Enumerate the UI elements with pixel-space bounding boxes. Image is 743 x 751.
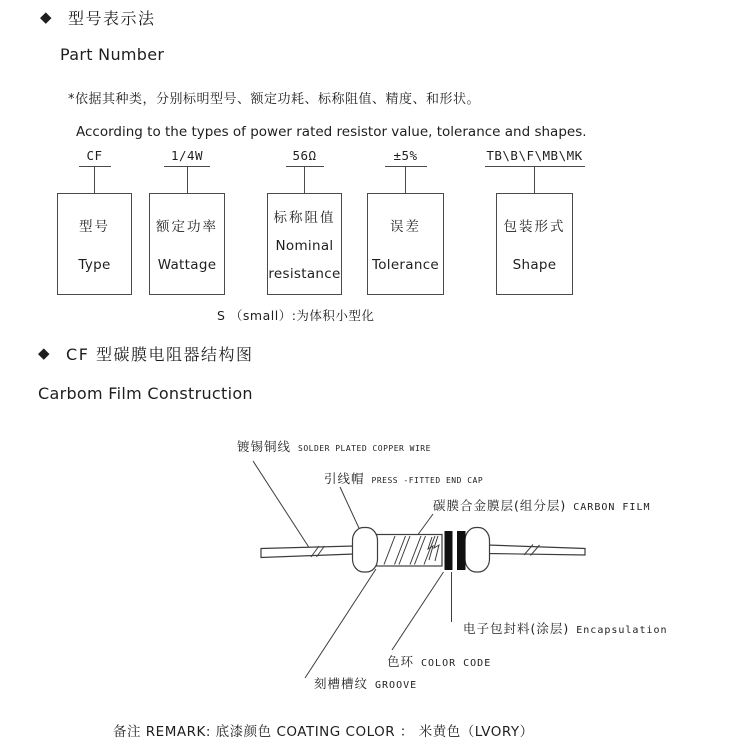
label-end-cap-en: PRESS -FITTED END CAP (371, 476, 484, 485)
pn-box-resistance (267, 193, 342, 295)
section2-title (38, 342, 254, 365)
leader-color-code (392, 572, 444, 650)
left-end-cap (353, 528, 378, 573)
pn-connector-line (304, 167, 305, 193)
label-carbon-film-en: CARBON FILM (573, 502, 651, 513)
small-size-note: S （small）:为体积小型化 (217, 308, 375, 323)
pn-connector-line (94, 167, 95, 193)
pn-code-wattage: 1/4W (164, 147, 210, 167)
label-encapsulation-en: Encapsulation (576, 625, 668, 636)
section1-title-zh: 型号表示法 (68, 9, 156, 28)
label-groove (314, 673, 417, 692)
pn-box-tolerance-en: Tolerance (371, 256, 440, 273)
pn-code-tolerance: ±5% (385, 147, 427, 167)
diamond-bullet-icon: ◆ (40, 8, 54, 26)
pn-connector-line (534, 167, 535, 193)
pn-box-wattage-zh: 额定功率 (156, 219, 218, 236)
label-carbon-film (433, 495, 651, 514)
pn-box-shape-en: Shape (512, 256, 557, 273)
label-end-cap (324, 468, 483, 487)
pn-box-tolerance (367, 193, 444, 295)
pn-box-tolerance-zh: 误差 (390, 219, 421, 236)
section2-subtitle-en: Carbom Film Construction (38, 384, 253, 403)
label-wire (237, 436, 431, 455)
remark-line: 备注 REMARK: 底漆颜色 COATING COLOR ： 米黄色（LVORY） (113, 724, 534, 740)
right-end-cap (465, 528, 490, 573)
label-encapsulation (463, 618, 668, 637)
label-end-cap-zh: 引线帽 (324, 471, 365, 486)
pn-box-shape-zh: 包装形式 (503, 219, 566, 236)
leader-groove (305, 569, 376, 678)
pn-connector-line (187, 167, 188, 193)
pn-box-shape (496, 193, 573, 295)
left-lead-wire (261, 546, 354, 558)
section1-note-en: According to the types of power rated resistor value, tolerance and shapes. (76, 124, 587, 140)
pn-box-type (57, 193, 132, 295)
diamond-bullet-icon: ◆ (38, 344, 52, 362)
pn-box-resistance-en1: Nominal (275, 238, 334, 254)
pn-box-type-en: Type (78, 256, 111, 273)
pn-box-type-zh: 型号 (79, 219, 110, 236)
pn-code-type: CF (79, 147, 111, 167)
pn-box-resistance-en2: resistance (268, 266, 341, 282)
pn-box-wattage-en: Wattage (157, 256, 217, 273)
pn-column-tolerance (367, 147, 444, 295)
pn-column-resistance (267, 147, 342, 295)
label-groove-zh: 刻槽槽纹 (314, 676, 369, 691)
label-color-code-zh: 色环 (387, 654, 415, 669)
section2-title-zh: CF 型碳膜电阻器结构图 (66, 345, 254, 364)
right-lead-wire (487, 545, 585, 555)
section1-subtitle-en: Part Number (60, 45, 165, 64)
label-wire-en: SOLDER PLATED COPPER WIRE (298, 444, 431, 453)
section1-note-zh: *依据其种类，分别标明型号、额定功耗、标称阻值、精度、和形状。 (68, 92, 481, 107)
label-color-code-en: COLOR CODE (421, 658, 492, 669)
label-carbon-film-zh: 碳膜合金膜层(组分层) (433, 498, 567, 513)
color-band (457, 531, 466, 570)
pn-column-wattage (149, 147, 225, 295)
pn-column-type (57, 147, 132, 295)
pn-code-shape: TB\B\F\MB\MK (485, 147, 585, 167)
label-color-code (387, 651, 491, 670)
color-band (445, 531, 453, 570)
pn-code-resistance: 56Ω (286, 147, 324, 167)
pn-box-wattage (149, 193, 225, 295)
label-wire-zh: 镀锡铜线 (237, 439, 292, 454)
label-groove-en: GROOVE (375, 680, 418, 691)
section1-title (40, 6, 156, 29)
pn-box-resistance-zh: 标称阻值 (273, 210, 336, 226)
pn-connector-line (405, 167, 406, 193)
leader-wire (253, 461, 310, 549)
pn-column-shape (486, 147, 583, 295)
label-encapsulation-zh: 电子包封料(涂层) (463, 621, 570, 636)
